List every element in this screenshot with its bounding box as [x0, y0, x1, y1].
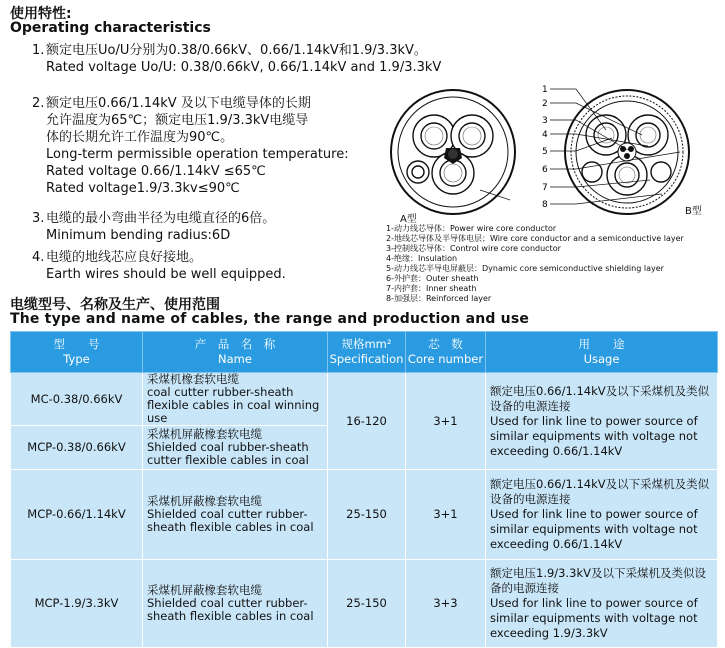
- cell-name: 采煤机屏蔽橡套软电缆 Shielded coal cutter rubber-sheath flexible cables in coal: [143, 470, 328, 560]
- cell-type: MC-0.38/0.66kV: [11, 373, 143, 426]
- header-usage: 用 途 Usage: [486, 332, 718, 373]
- diagram-number: 7: [542, 183, 548, 193]
- table-header-row: [11, 332, 718, 373]
- legend-item: 6-外护套：Outer sheath: [386, 274, 479, 283]
- item-number: 2.: [32, 96, 45, 111]
- cell-name: 采煤机橡套软电缆 coal cutter rubber-sheath flexible cables in coal winning use: [143, 373, 328, 426]
- item-text-cn: 额定电压Uo/U分别为0.38/0.66kV、0.66/1.14kV和1.9/3.3kV。: [46, 43, 427, 58]
- diagram-number: 2: [542, 99, 548, 109]
- item-number: 3.: [32, 211, 45, 226]
- item-text-cn: 体的长期允许工作温度为90℃。: [46, 130, 234, 145]
- cell-spec: 25-150: [328, 560, 406, 648]
- diagram-number: 4: [542, 130, 548, 140]
- item-text-en: Long-term permissible operation temperature:: [46, 147, 349, 162]
- item-text-en: Rated voltage 0.66/1.14kV ≤65℃: [46, 164, 266, 179]
- item-3: [32, 210, 275, 244]
- table-row: [11, 560, 718, 648]
- cell-core: 3+3: [406, 560, 486, 648]
- header-core: 芯 数 Core number: [406, 332, 486, 373]
- cell-spec: 16-120: [328, 373, 406, 470]
- item-1: [32, 42, 441, 76]
- legend-item: 3-控制线芯导体：Control wire core conductor: [386, 244, 561, 253]
- cell-type: MCP-0.38/0.66kV: [11, 426, 143, 470]
- legend-item: 7-内护套：Inner sheath: [386, 284, 477, 293]
- item-text-cn: 电缆的最小弯曲半径为电缆直径的6倍。: [46, 211, 276, 226]
- cell-type: MCP-1.9/3.3kV: [11, 560, 143, 648]
- table-row: [11, 470, 718, 560]
- cell-spec: 25-150: [328, 470, 406, 560]
- cell-usage: 额定电压1.9/3.3kV及以下采煤机及类似设备的电源连接 Used for link line to power source of similar equipments with voltage not exceeding 1.9/3.3kV: [486, 560, 718, 648]
- legend-item: 4-绝缘：Insulation: [386, 254, 458, 263]
- legend-item: 5-动力线芯半导电屏蔽层：Dynamic core semiconductive shielding layer: [386, 264, 664, 273]
- diagram-number: 8: [542, 200, 548, 210]
- cell-core: 3+1: [406, 373, 486, 470]
- header-spec: 规格mm² Specification: [328, 332, 406, 373]
- section2-title-en: The type and name of cables, the range and production and use: [10, 311, 530, 327]
- section-title-cn: 使用特性:: [10, 6, 72, 22]
- diagram-number: 1: [542, 85, 548, 95]
- diagram-number: 5: [542, 147, 548, 157]
- diagram-number: 6: [542, 165, 548, 175]
- table-row: [11, 373, 718, 426]
- section2-title-cn: 电缆型号、名称及生产、使用范围: [10, 297, 220, 313]
- item-text-cn: 允许温度为65℃；额定电压1.9/3.3kV电缆导: [46, 113, 309, 128]
- diagram-number: 3: [542, 116, 548, 126]
- item-text-en: Rated voltage1.9/3.3kv≤90℃: [46, 181, 240, 196]
- item-2: [32, 95, 349, 197]
- item-number: 4.: [32, 250, 45, 265]
- cell-name: 采煤机屏蔽橡套软电缆 Shielded coal cutter rubber-sheath flexible cables in coal: [143, 560, 328, 648]
- cable-b-cross-section: [565, 90, 689, 214]
- item-text-cn: 电缆的地线芯应良好接地。: [46, 250, 203, 265]
- legend-item: 1-动力线芯导体：Power wire core conductor: [386, 224, 557, 233]
- diagram-legend: [386, 224, 684, 304]
- section-title-en: Operating characteristics: [10, 20, 211, 36]
- cable-diagram: [380, 80, 720, 230]
- header-name: 产 品 名 称 Name: [143, 332, 328, 373]
- cell-usage: 额定电压0.66/1.14kV及以下采煤机及类似设备的电源连接 Used for link line to power source of similar equipments with voltage not exceeding 0.66/1.14kV: [486, 470, 718, 560]
- header-type: 型 号 Type: [11, 332, 143, 373]
- legend-item: 8-加强层：Reinforced layer: [386, 294, 492, 303]
- item-text-en: Rated voltage Uo/U: 0.38/0.66kV, 0.66/1.14kV and 1.9/3.3kV: [46, 60, 442, 75]
- cable-spec-table: [10, 331, 718, 648]
- diagram-label-a: A型: [400, 214, 417, 225]
- legend-item: 2-地线芯导体及半导体电层；Wire core conductor and a semiconductive layer: [386, 234, 684, 243]
- item-text-en: Minimum bending radius:6D: [46, 228, 231, 243]
- cell-type: MCP-0.66/1.14kV: [11, 470, 143, 560]
- cell-usage: 额定电压0.66/1.14kV及以下采煤机及类似设备的电源连接 Used for link line to power source of similar equipments with voltage not exceeding 0.66/1.14kV: [486, 373, 718, 470]
- item-text-cn: 额定电压0.66/1.14kV 及以下电缆导体的长期: [46, 96, 311, 111]
- item-4: [32, 249, 286, 283]
- cell-core: 3+1: [406, 470, 486, 560]
- item-number: 1.: [32, 43, 45, 58]
- diagram-label-b: B型: [685, 206, 702, 217]
- item-text-en: Earth wires should be well equipped.: [46, 267, 286, 282]
- cell-name: 采煤机屏蔽橡套软电缆 Shielded coal rubber-sheath cutter flexible cables in coal: [143, 426, 328, 470]
